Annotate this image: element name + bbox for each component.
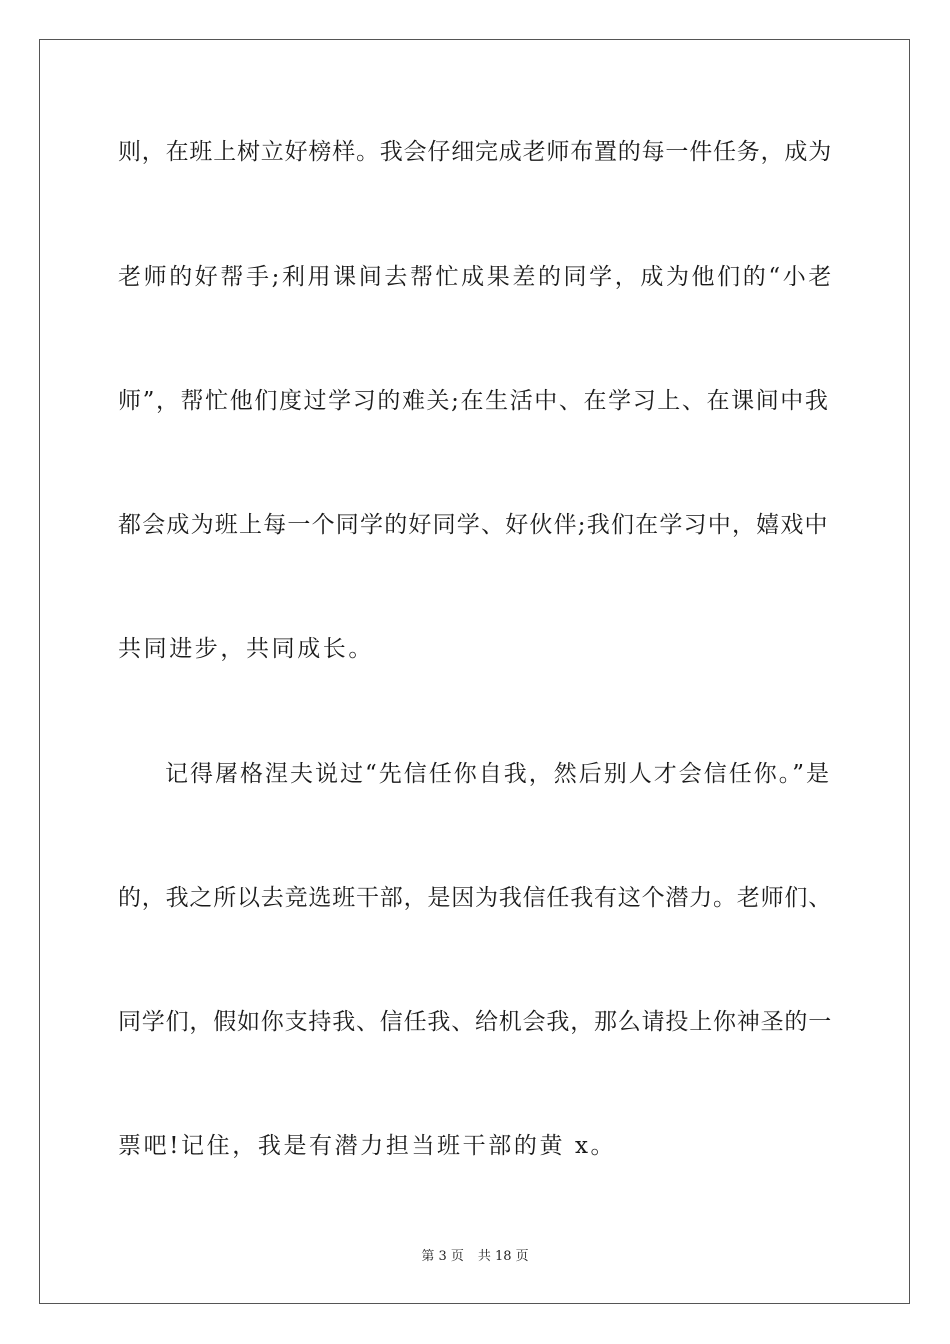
page-total: 共 18 页 xyxy=(477,1249,529,1264)
body-line-6-paragraph-start: 记得屠格涅夫说过“先信任你自我，然后别人才会信任你。”是 xyxy=(165,761,832,787)
body-line-5: 共同进步，共同成长。 xyxy=(118,636,374,662)
page-footer xyxy=(0,1248,950,1266)
body-line-3: 师”，帮忙他们度过学习的难关;在生活中、在学习上、在课间中我 xyxy=(118,388,830,414)
body-line-4: 都会成为班上每一个同学的好同学、好伙伴;我们在学习中，嬉戏中 xyxy=(118,512,829,538)
page-border xyxy=(39,39,910,1304)
body-line-1: 则，在班上树立好榜样。我会仔细完成老师布置的每一件任务，成为 xyxy=(118,139,832,165)
body-line-9: 票吧!记住，我是有潜力担当班干部的黄 x。 xyxy=(118,1133,617,1159)
body-line-7: 的，我之所以去竞选班干部，是因为我信任我有这个潜力。老师们、 xyxy=(118,885,832,911)
body-line-8: 同学们，假如你支持我、信任我、给机会我，那么请投上你神圣的一 xyxy=(118,1009,832,1035)
body-line-2: 老师的好帮手;利用课间去帮忙成果差的同学，成为他们的“小老 xyxy=(118,264,834,290)
page-number: 第 3 页 xyxy=(421,1249,464,1264)
